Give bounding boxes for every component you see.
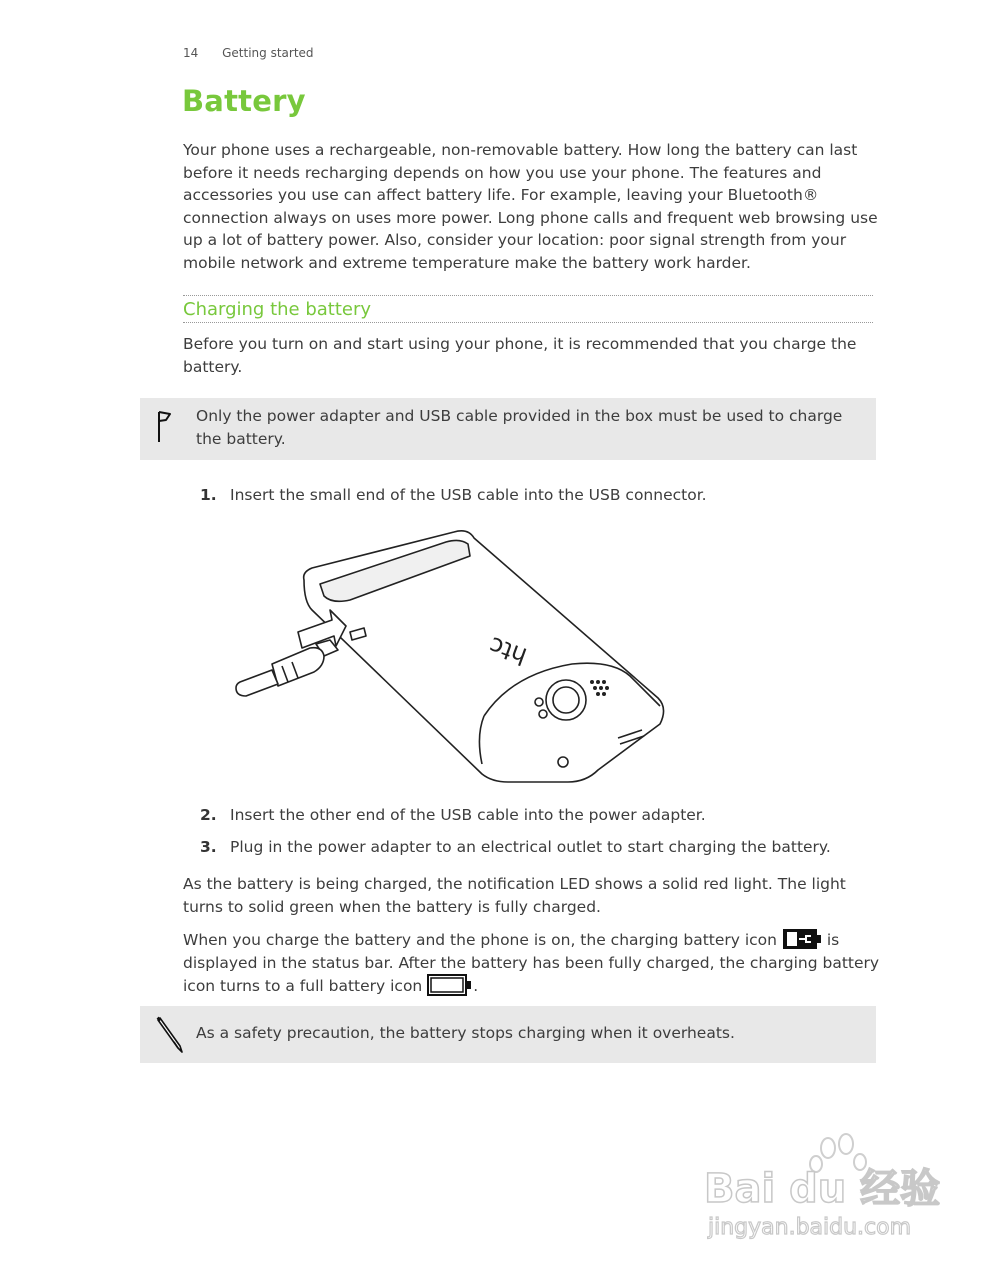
section-heading-text: Charging the battery: [183, 299, 372, 320]
htc-logo: htc: [485, 631, 531, 671]
watermark-brand: Bai du 经验: [704, 1166, 940, 1212]
watermark-logo: [700, 1130, 940, 1250]
flag-icon: [152, 408, 178, 448]
safety-note-text: As a safety precaution, the battery stops charging when it overheats.: [196, 1024, 735, 1042]
section-heading: [183, 295, 873, 323]
safety-note-box: [140, 1006, 876, 1063]
step-text: Plug in the power adapter to an electrical outlet to start charging the battery.: [230, 838, 831, 856]
page-number: 14: [183, 46, 199, 60]
pencil-icon: [152, 1014, 186, 1054]
important-note-text: Only the power adapter and USB cable provided in the box must be used to charge the battery.: [196, 407, 843, 448]
step-number: 1.: [200, 486, 217, 504]
section-name: Getting started: [222, 46, 314, 60]
charging-battery-icon: [782, 928, 822, 950]
phone-usb-illustration: [232, 524, 672, 788]
charging-intro-paragraph: Before you turn on and start using your phone, it is recommended that you charge the battery.: [183, 335, 857, 376]
important-note-box: [140, 398, 876, 460]
step-item: [200, 804, 880, 826]
battery-icon-text-3: .: [473, 977, 479, 996]
step-text: Insert the small end of the USB cable into the USB connector.: [230, 486, 707, 504]
battery-icon-text-2: is displayed in the status bar. After the battery has been fully charged, the charging battery icon turns to a full battery icon: [183, 931, 880, 996]
intro-paragraph: Your phone uses a rechargeable, non-removable battery. How long the battery can last before it needs recharging depends on how you use your phone. The features and accessories you use can affect battery life. For example, leaving your Bluetooth® connection always on uses more power. Long phone calls and frequent web browsing use up a lot of battery power. Also, consider your location: poor signal strength from your mobile network and extreme temperature make the battery work harder.: [183, 141, 878, 272]
led-paragraph: As the battery is being charged, the notification LED shows a solid red light. The light turns to solid green when the battery is fully charged.: [183, 875, 846, 916]
battery-icon-text-1: When you charge the battery and the phone is on, the charging battery icon: [183, 931, 777, 949]
step-text: Insert the other end of the USB cable into the power adapter.: [230, 806, 706, 824]
step-item: [200, 836, 880, 858]
step-number: 3.: [200, 838, 217, 856]
running-header: [183, 46, 314, 60]
watermark-url: jingyan.baidu.com: [708, 1215, 912, 1240]
full-battery-icon: [427, 974, 473, 996]
step-number: 2.: [200, 806, 217, 824]
step-item: [200, 484, 880, 506]
battery-icon-paragraph: [183, 928, 883, 998]
page-title: Battery: [182, 84, 306, 118]
